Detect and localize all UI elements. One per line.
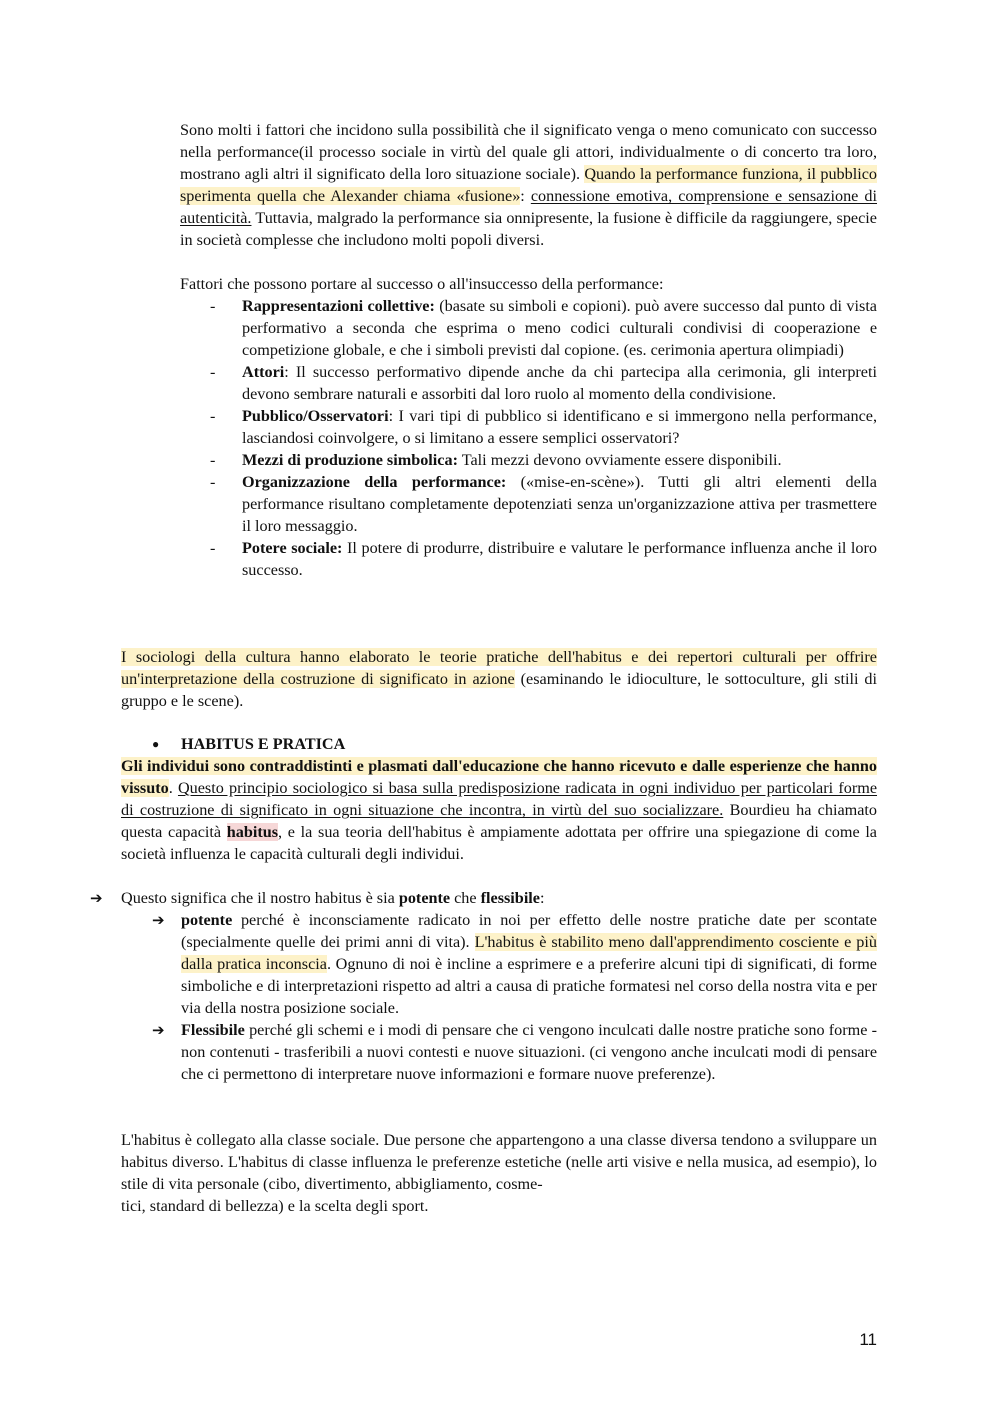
text: Bourdieu ha chiamato questa capacità (121, 801, 877, 841)
text: Sono molti i fattori che incidono sulla possibilità che il significato venga o meno comunicato con successo nella performance(il processo sociale in virtù del quale gli attori, individualmente o di concerto tra loro, mostrano agli altri il significato della loro situazione sociale). (180, 121, 877, 183)
factor-text: : Il successo performativo dipende anche da chi partecipa alla cerimonia, gli interpreti devono sembrare naturali e assorbiti dal loro ruolo al momento della condivisione. (242, 363, 877, 403)
factor-text: (basate su simboli e copioni). può avere successo dal punto di vista performativo a seconda che esprima o meno codici culturali condivisi di cooperazione e competizione globale, e che i simboli previsti dal copione. (es. cerimonia apertura olimpiadi) (242, 297, 877, 359)
highlighted-text: I sociologi della cultura hanno elaborato le teorie pratiche dell'habitus e dei repertori culturali per offrire un'interpretazione della costruzione di significato in azione (121, 648, 877, 688)
paragraph-habitus-class (121, 1129, 877, 1217)
highlighted-text: L'habitus è stabilito meno dall'apprendimento cosciente e più dalla pratica inconscia (181, 933, 877, 973)
dash-bullet: - (210, 363, 216, 381)
paragraph-performance-factors (180, 119, 877, 251)
underlined-text: connessione emotiva, comprensione e sensazione di autenticità. (180, 187, 877, 227)
underlined-text: Questo principio sociologico si basa sulla predisposizione radicata in ogni individuo per particolari forme di costruzione di significato in ogni situazione che incontra, in virtù del suo socializzare. (121, 779, 878, 819)
property-term: Flessibile (181, 1021, 245, 1039)
factors-intro: Fattori che possono portare al successo o all'insuccesso della performance: (180, 275, 664, 293)
arrow-right-icon: ➔ (152, 911, 165, 929)
habitus-term: habitus (226, 823, 279, 841)
bold-highlighted-text: Gli individui sono contraddistinti e plasmati dall'educazione che hanno ricevuto e dalle esperienze che hanno vissuto (121, 757, 877, 797)
dash-bullet: - (210, 407, 216, 425)
paragraph-sociologists (121, 646, 877, 712)
highlighted-text: Quando la performance funziona, il pubblico sperimenta quella che Alexander chiama «fusione» (180, 165, 878, 205)
habitus-properties-list (152, 909, 877, 1085)
text: , e la sua teoria dell'habitus è ampiamente adottata per offrire una spiegazione di come la società influenza le capacità culturali degli individui. (121, 823, 877, 863)
page-number: 11 (859, 1330, 877, 1349)
factor-text: Il potere di produrre, distribuire e valutare le performance influenza anche il loro successo. (242, 539, 877, 579)
list-item (210, 295, 877, 361)
list-item (210, 537, 877, 581)
dash-bullet: - (210, 297, 216, 315)
section-title: HABITUS E PRATICA (181, 735, 346, 753)
text: : (540, 889, 545, 907)
list-item (152, 1019, 877, 1085)
text: : (520, 187, 531, 205)
property-term: potente (181, 911, 233, 929)
text: (esaminando le idioculture, le sottoculture, gli stili di gruppo e le scene). (121, 670, 878, 710)
round-bullet-icon: ● (152, 737, 160, 751)
arrow-point-text (121, 887, 877, 909)
list-item (210, 361, 877, 405)
arrow-right-icon: ➔ (90, 889, 103, 907)
dash-bullet: - (210, 451, 216, 469)
arrow-right-icon: ➔ (152, 1021, 165, 1039)
list-item (210, 405, 877, 449)
text: perché è inconsciamente radicato in noi per effetto delle nostre pratiche date per scontate (specialmente quelle dei primi anni di vita). (181, 911, 877, 951)
factor-term: Rappresentazioni collettive: (242, 297, 435, 315)
factor-term: Attori (242, 363, 285, 381)
factor-term: Pubblico/Osservatori (242, 407, 389, 425)
bold-term: flessibile (480, 889, 540, 907)
dash-bullet: - (210, 473, 216, 491)
factor-text: («mise-en-scène»). Tutti gli altri elementi della performance risultano completamente depotenziati senza un'organizzazione attiva per trasmettere il loro messaggio. (242, 473, 877, 535)
text: Tuttavia, malgrado la performance sia onnipresente, la fusione è difficile da raggiungere, specie in società complesse che includono molti popoli diversi. (180, 209, 877, 249)
factor-term: Potere sociale: (242, 539, 343, 557)
list-item (210, 449, 877, 471)
factor-text: : I vari tipi di pubblico si identificano e si immergono nella performance, lasciandosi coinvolgere, o si limitano a essere semplici osservatori? (242, 407, 877, 447)
text: L'habitus è collegato alla classe sociale. Due persone che appartengono a una classe diversa tendono a sviluppare un habitus diverso. L'habitus di classe influenza le preferenze estetiche (nelle arti visive e nella musica, ad esempio), lo stile di vita personale (cibo, divertimento, abbigliamento, cosme- (121, 1131, 877, 1193)
section-heading (152, 733, 852, 755)
factor-list (210, 295, 877, 581)
text: Questo significa che il nostro habitus è sia (121, 889, 399, 907)
text: tici, standard di bellezza) e la scelta degli sport. (121, 1197, 429, 1215)
text: . (168, 779, 178, 797)
factor-term: Organizzazione della performance: (242, 473, 507, 491)
list-item (210, 471, 877, 537)
factor-text: Tali mezzi devono ovviamente essere disponibili. (457, 451, 782, 469)
list-item (152, 909, 877, 1019)
factor-term: Mezzi di produzione simbolica: (242, 451, 458, 469)
text: che (450, 889, 481, 907)
bold-term: potente (398, 889, 451, 907)
text: . Ognuno di noi è incline a esprimere e a preferire alcuni tipi di significati, di forme simboliche e di interpretazioni rispetto ad altri a causa di pratiche formatesi nel corso della nostra vita e per via della nostra posizione sociale. (181, 955, 877, 1017)
dash-bullet: - (210, 539, 216, 557)
text: perché gli schemi e i modi di pensare che ci vengono inculcati dalle nostre pratiche sono forme - non contenuti - trasferibili a nuovi contesti e nuove situazioni. (ci vengono anche inculcati modi di pensare che ci permettono di interpretare nuove informazioni e formare nuove preferenze). (181, 1021, 877, 1083)
paragraph-habitus-definition (121, 755, 877, 865)
